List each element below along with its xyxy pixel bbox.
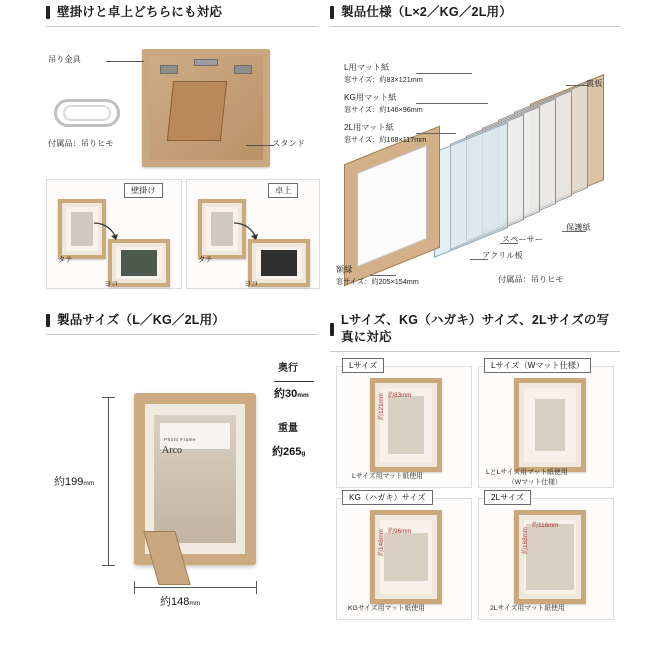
section-title-size: 製品サイズ（L／KG／2L用） xyxy=(46,312,318,334)
label-mat-kg-size: 窓サイズ：約146×96mm xyxy=(344,104,423,114)
exploded-diagram xyxy=(330,27,620,295)
section-wall-desk xyxy=(46,4,318,300)
caption-l-wmat-2: （Wマット仕様） xyxy=(508,478,562,486)
width-tick-left xyxy=(134,581,135,594)
label-mat-kg-name: KG用マット紙 xyxy=(344,92,397,102)
label-wall-vertical: タテ xyxy=(58,254,73,264)
caption-l-wmat: LとLサイズ用マット紙使用 xyxy=(486,468,568,476)
dim-w-kg: 約96mm xyxy=(388,527,412,535)
width-dim-line xyxy=(134,587,256,588)
hanging-wire xyxy=(54,99,120,127)
hanger-hardware-right xyxy=(234,65,252,74)
size-cell-kg xyxy=(336,492,472,620)
title-bar-icon xyxy=(330,323,334,336)
label-mat-l-name: L用マット紙 xyxy=(344,62,390,72)
layer-acrylic xyxy=(434,122,508,258)
label-hanger: 吊り金具 xyxy=(48,54,81,64)
brand-text: Arco xyxy=(162,444,182,456)
caption-2l: 2Lサイズ用マット紙使用 xyxy=(490,604,565,612)
section-title-wall-desk: 壁掛けと卓上どちらにも対応 xyxy=(46,4,318,26)
brand-top-text: Photo Frame xyxy=(164,436,197,442)
width-tick-right xyxy=(256,581,257,594)
photo xyxy=(71,212,93,246)
leader-frame xyxy=(370,275,396,276)
wall-desk-illustration xyxy=(46,27,318,295)
label-protect-paper: 保護紙 xyxy=(566,222,591,232)
frame-preview-kg xyxy=(370,510,442,604)
label-frame-size: 窓サイズ：約205×154mm xyxy=(336,276,419,286)
label-width: 約148mm xyxy=(160,595,201,608)
frame-body xyxy=(344,145,440,267)
leader-mat-l xyxy=(416,73,472,74)
photo xyxy=(261,250,297,276)
tag-size-2l: 2Lサイズ xyxy=(484,490,531,505)
tag-size-l-wmat: Lサイズ（Wマット仕様） xyxy=(484,358,591,373)
label-backboard: 裏板 xyxy=(586,78,603,88)
dim-h-2l: 約168mm xyxy=(522,526,529,554)
label-depth-value: 約30mm xyxy=(274,387,309,400)
section-title-photo-sizes: Lサイズ、KG（ハガキ）サイズ、2Lサイズの写真に対応 xyxy=(330,312,620,351)
leader-mat-kg xyxy=(416,103,488,104)
caption-l: Lサイズ用マット紙使用 xyxy=(352,472,423,480)
photo xyxy=(526,524,574,590)
label-stand: スタンド xyxy=(272,138,305,148)
tag-size-kg: KG（ハガキ）サイズ xyxy=(342,490,433,505)
frame-back-illustration xyxy=(142,49,270,167)
label-accessory-wire: 付属品：吊りヒモ xyxy=(48,138,114,148)
label-acrylic: アクリル板 xyxy=(482,250,523,260)
label-frame: 額縁 xyxy=(336,264,353,274)
leader-line-hanger xyxy=(106,61,144,62)
hanger-hardware-left xyxy=(160,65,178,74)
photo xyxy=(384,533,428,581)
size-cell-l-wmat xyxy=(478,360,614,488)
label-weight-value: 約265g xyxy=(272,445,306,458)
label-mat-2l-size: 窓サイズ：約168×117mm xyxy=(344,134,427,144)
dim-w-2l: 約116mm xyxy=(532,521,559,529)
label-desk-horizontal: ヨコ xyxy=(244,278,259,288)
dim-h-kg: 約146mm xyxy=(378,528,385,556)
label-wall-horizontal: ヨコ xyxy=(104,278,119,288)
photo xyxy=(121,250,157,276)
label-weight-title: 重量 xyxy=(278,422,298,434)
hanger-hardware-top xyxy=(194,59,218,66)
height-dim-line xyxy=(108,397,109,565)
dim-h-l: 約121mm xyxy=(378,392,385,420)
photo xyxy=(211,212,233,246)
title-bar-icon xyxy=(46,6,50,19)
section-photo-sizes xyxy=(330,312,620,632)
photo xyxy=(535,399,565,451)
title-bar-icon xyxy=(330,6,334,19)
label-desk-vertical: タテ xyxy=(198,254,213,264)
frame-preview-l-wmat xyxy=(514,378,586,472)
dim-w-l: 約83mm xyxy=(388,391,412,399)
tag-size-l: Lサイズ xyxy=(342,358,384,373)
leader-line-stand xyxy=(246,145,274,146)
label-spacer: スペーサー xyxy=(502,234,543,244)
arrow-wall-rotate-icon xyxy=(92,219,120,245)
section-title-spec: 製品仕様（L×2／KG／2L用） xyxy=(330,4,620,26)
frame-photo xyxy=(154,415,236,543)
stand-leg xyxy=(167,81,227,141)
tag-desk-stand: 卓上 xyxy=(268,183,298,198)
tag-wall-mount: 壁掛け xyxy=(124,183,163,198)
height-tick-bottom xyxy=(102,565,115,566)
leader-backboard xyxy=(566,85,588,86)
depth-line xyxy=(274,381,314,382)
label-height: 約199mm xyxy=(54,475,95,488)
label-depth-title: 奥行 xyxy=(278,362,298,374)
section-spec xyxy=(330,4,620,300)
title-bar-icon xyxy=(46,314,50,327)
photo-size-grid xyxy=(330,352,620,624)
size-cell-l xyxy=(336,360,472,488)
label-mat-l-size: 窓サイズ：約83×121mm xyxy=(344,74,423,84)
caption-kg: KGサイズ用マット紙使用 xyxy=(348,604,425,612)
size-illustration xyxy=(46,335,318,625)
label-accessory-wire-spec: 付属品：吊りヒモ xyxy=(498,274,564,284)
leader-mat-2l xyxy=(416,133,456,134)
photo xyxy=(388,396,424,454)
size-cell-2l xyxy=(478,492,614,620)
label-mat-2l-name: 2L用マット紙 xyxy=(344,122,394,132)
section-size xyxy=(46,312,318,632)
arrow-desk-rotate-icon xyxy=(232,219,260,245)
height-tick-top xyxy=(102,397,115,398)
